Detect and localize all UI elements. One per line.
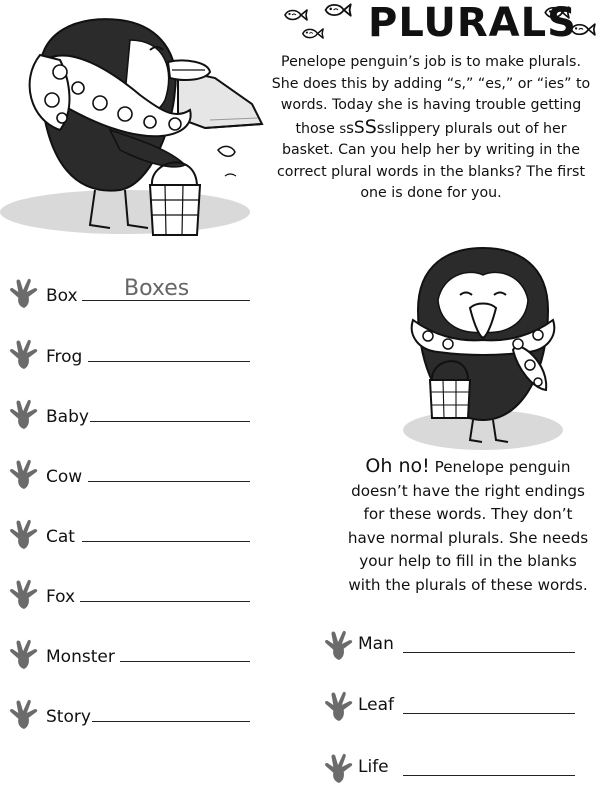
answer-blank[interactable]: [92, 721, 250, 722]
instructions-line-slippery: [262, 117, 600, 141]
word-label: Monster: [46, 647, 115, 667]
irregular-instructions-line: for these words. They don’t: [363, 505, 573, 524]
fish-icon: [322, 2, 352, 18]
word-row: [8, 457, 258, 497]
penguin-footprint-icon: [323, 689, 355, 723]
penguin-footprint-icon: [323, 751, 355, 785]
word-label: Cow: [46, 467, 83, 487]
penguin-with-basket-illustration: [0, 0, 270, 245]
penguin-footprint-icon: [8, 397, 40, 431]
text-fragment: plurals out of her: [440, 120, 567, 137]
text-fragment: Penelope penguin: [434, 458, 571, 476]
word-row: [323, 628, 593, 668]
irregular-instructions-line: [336, 455, 600, 480]
irregular-instructions-line: with the plurals of these words.: [348, 575, 588, 594]
answer-blank[interactable]: [88, 361, 250, 362]
word-label: Box: [46, 286, 78, 306]
word-row: [8, 637, 258, 677]
answer-blank[interactable]: [82, 541, 250, 542]
answer-blank[interactable]: [403, 713, 575, 714]
penguin-footprint-icon: [8, 517, 40, 551]
answer-blank[interactable]: [90, 421, 250, 422]
word-label: Life: [358, 757, 389, 777]
word-row: [8, 337, 258, 377]
word-row: [8, 697, 258, 737]
word-label: Man: [358, 634, 394, 654]
instructions: [262, 52, 600, 205]
answer-blank[interactable]: [403, 775, 575, 776]
text-fragment: lippery: [391, 120, 441, 137]
penguin-footprint-icon: [8, 697, 40, 731]
penguin-footprint-icon: [8, 276, 40, 310]
text-fragment: those: [295, 120, 340, 137]
word-row: [8, 577, 258, 617]
oh-no-heading: Oh no!: [365, 455, 430, 477]
slippery-letters: ssSSss: [339, 115, 392, 138]
penguin-footprint-icon: [323, 628, 355, 662]
word-label: Leaf: [358, 695, 395, 715]
word-label: Frog: [46, 347, 83, 367]
irregular-instructions-line: have normal plurals. She needs: [347, 528, 589, 547]
small-penguin-illustration: [398, 240, 568, 450]
word-label: Story: [46, 707, 91, 727]
irregular-instructions: [336, 455, 600, 598]
word-label: Fox: [46, 587, 76, 607]
word-label: Baby: [46, 407, 89, 427]
instructions-line: basket. Can you help her by writing in the: [281, 142, 581, 158]
instructions-line: correct plural words in the blanks? The first: [276, 163, 586, 180]
word-row: [323, 689, 593, 729]
penguin-footprint-icon: [8, 457, 40, 491]
instructions-line: Penelope penguin’s job is to make plurals.: [281, 54, 581, 70]
instructions-line: one is done for you.: [360, 185, 502, 201]
penguin-footprint-icon: [8, 577, 40, 611]
answer-blank[interactable]: [120, 661, 250, 662]
page-title: PLURALS: [368, 0, 577, 46]
answer-blank[interactable]: [403, 652, 575, 653]
fish-icon: [282, 8, 308, 22]
word-row: [8, 276, 258, 316]
example-answer: Boxes: [124, 276, 190, 301]
word-row: [323, 751, 593, 791]
word-row: [8, 397, 258, 437]
penguin-footprint-icon: [8, 337, 40, 371]
word-row: [8, 517, 258, 557]
fish-icon: [300, 27, 324, 40]
instructions-line: She does this by adding “s,” “es,” or “ies” to: [271, 75, 591, 92]
answer-blank[interactable]: [80, 601, 250, 602]
word-label: Cat: [46, 527, 75, 547]
penguin-footprint-icon: [8, 637, 40, 671]
answer-blank[interactable]: [88, 481, 250, 482]
irregular-instructions-line: your help to fill in the blanks: [359, 552, 577, 571]
irregular-instructions-line: doesn’t have the right endings: [351, 481, 585, 500]
instructions-line: words. Today she is having trouble getting: [280, 97, 582, 113]
